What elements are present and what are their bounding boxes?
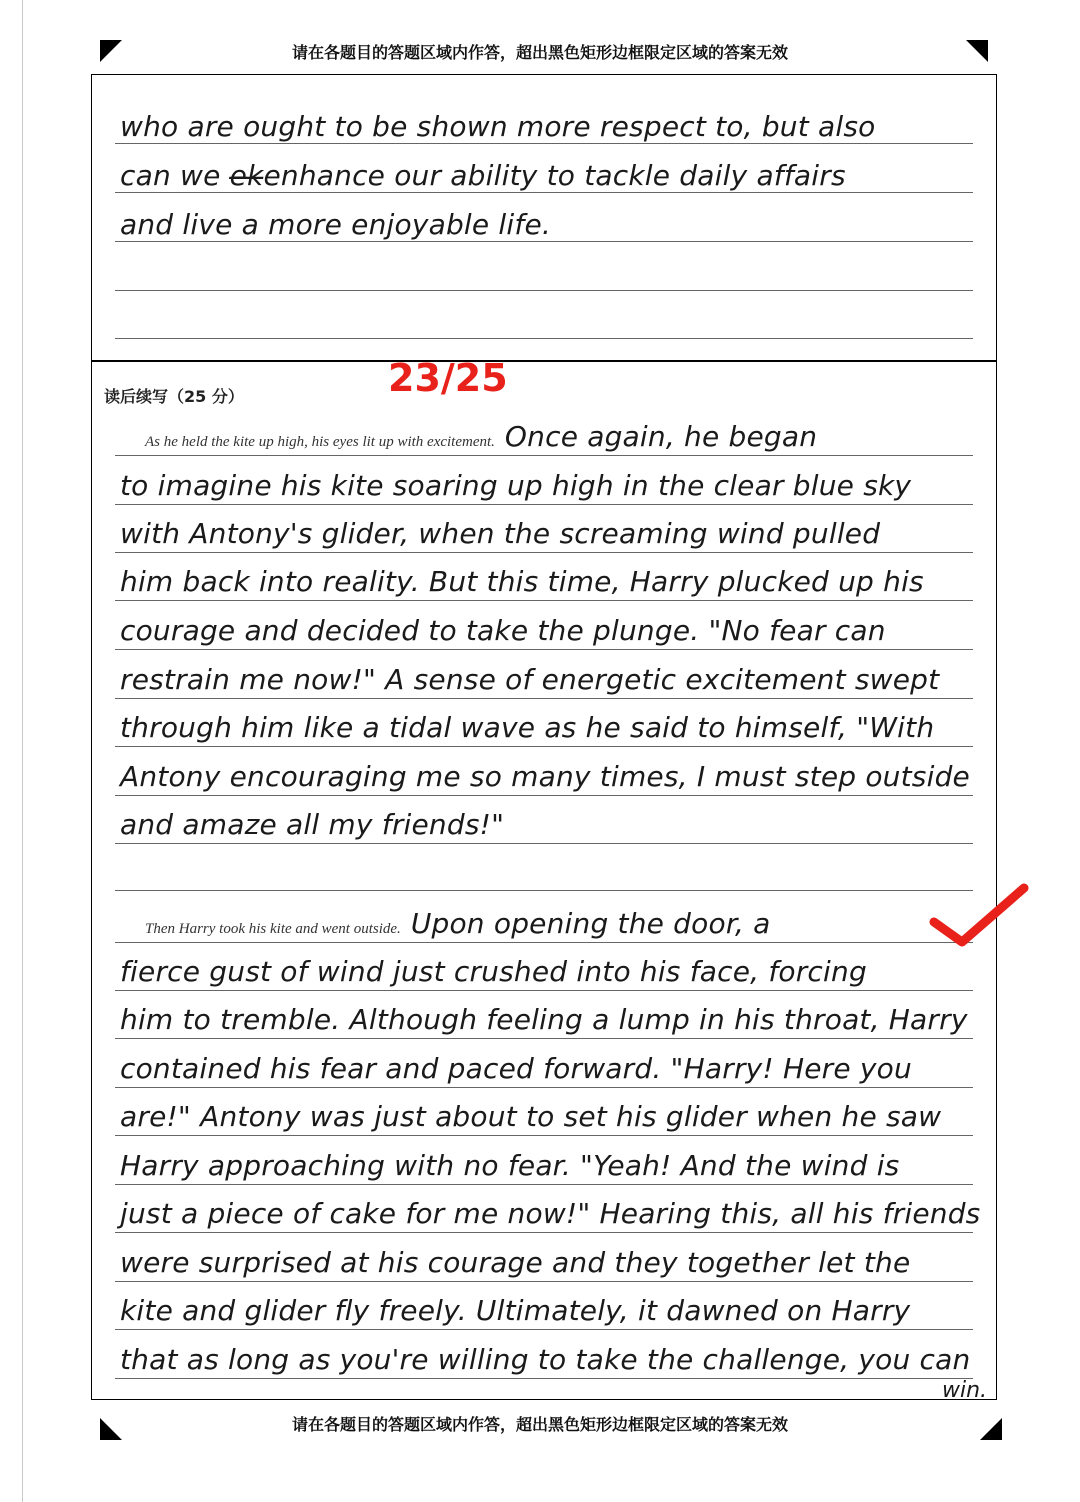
ruled-line xyxy=(115,746,973,747)
ruled-line xyxy=(115,890,973,891)
ruled-line xyxy=(115,1184,973,1185)
ruled-line xyxy=(115,455,973,456)
handwritten-line: through him like a tidal wave as he said to himself, "With xyxy=(120,711,935,744)
ruled-line xyxy=(115,990,973,991)
ruled-line xyxy=(115,241,973,242)
handwritten-last-word: win. xyxy=(942,1378,988,1403)
ruled-line xyxy=(115,1135,973,1136)
ruled-line xyxy=(115,1281,973,1282)
handwritten-text: Once again, he began xyxy=(504,420,818,453)
handwritten-line: were surprised at his courage and they together let the xyxy=(120,1246,911,1279)
red-check-mark-icon xyxy=(928,882,1032,950)
ruled-line xyxy=(115,795,973,796)
handwritten-line: restrain me now!" A sense of energetic excitement swept xyxy=(120,663,940,696)
handwritten-line: with Antony's glider, when the screaming wind pulled xyxy=(120,517,881,550)
handwritten-line: and amaze all my friends!" xyxy=(120,808,505,841)
handwritten-line: courage and decided to take the plunge. "No fear can xyxy=(120,614,886,647)
ruled-line xyxy=(115,290,973,291)
ruled-line xyxy=(115,192,973,193)
handwritten-line: Antony encouraging me so many times, I must step outside xyxy=(120,760,970,793)
footer-notice: 请在各题目的答题区域内作答，超出黑色矩形边框限定区域的答案无效 xyxy=(291,1415,788,1434)
paragraph2-first-line xyxy=(145,907,771,940)
handwritten-line: him to tremble. Although feeling a lump in his throat, Harry xyxy=(120,1003,968,1036)
ruled-line xyxy=(115,338,973,339)
paragraph1-prompt: As he held the kite up high, his eyes lit up with excitement. xyxy=(145,434,495,450)
ruled-line xyxy=(115,143,973,144)
handwritten-line: are!" Antony was just about to set his glider when he saw xyxy=(120,1100,942,1133)
handwritten-line: Harry approaching with no fear. "Yeah! And the wind is xyxy=(120,1149,900,1182)
ruled-line xyxy=(115,942,973,943)
page-margin-line xyxy=(22,0,23,1502)
ruled-line xyxy=(115,1087,973,1088)
ruled-line xyxy=(115,1038,973,1039)
handwritten-line: that as long as you're willing to take the challenge, you can xyxy=(120,1343,971,1376)
section-divider xyxy=(91,360,997,362)
handwritten-line: kite and glider fly freely. Ultimately, it dawned on Harry xyxy=(120,1294,911,1327)
handwritten-line: him back into reality. But this time, Harry plucked up his xyxy=(120,565,924,598)
handwritten-line: contained his fear and paced forward. "Harry! Here you xyxy=(120,1052,912,1085)
handwritten-text: Upon opening the door, a xyxy=(410,907,771,940)
ruled-line xyxy=(115,552,973,553)
ruled-line xyxy=(115,843,973,844)
handwritten-line: can we e̶k̶enhance our ability to tackle daily affairs xyxy=(120,159,846,192)
paragraph2-prompt: Then Harry took his kite and went outside. xyxy=(145,921,401,937)
ruled-line xyxy=(115,504,973,505)
handwritten-line: to imagine his kite soaring up high in the clear blue sky xyxy=(120,469,912,502)
check-stroke xyxy=(934,888,1024,942)
handwritten-line: fierce gust of wind just crushed into his face, forcing xyxy=(120,955,867,988)
handwritten-line: and live a more enjoyable life. xyxy=(120,208,551,241)
ruled-line xyxy=(115,600,973,601)
section-title: 读后续写（25 分） xyxy=(104,387,244,406)
ruled-line xyxy=(115,1329,973,1330)
header-notice: 请在各题目的答题区域内作答，超出黑色矩形边框限定区域的答案无效 xyxy=(291,43,788,62)
score-mark: 23/25 xyxy=(388,356,508,400)
ruled-line xyxy=(115,1232,973,1233)
handwritten-line: who are ought to be shown more respect to, but also xyxy=(120,110,876,143)
paragraph1-first-line xyxy=(145,420,817,453)
ruled-line xyxy=(115,1378,973,1379)
ruled-line xyxy=(115,649,973,650)
handwritten-line: just a piece of cake for me now!" Hearing this, all his friends xyxy=(120,1197,981,1230)
ruled-line xyxy=(115,698,973,699)
